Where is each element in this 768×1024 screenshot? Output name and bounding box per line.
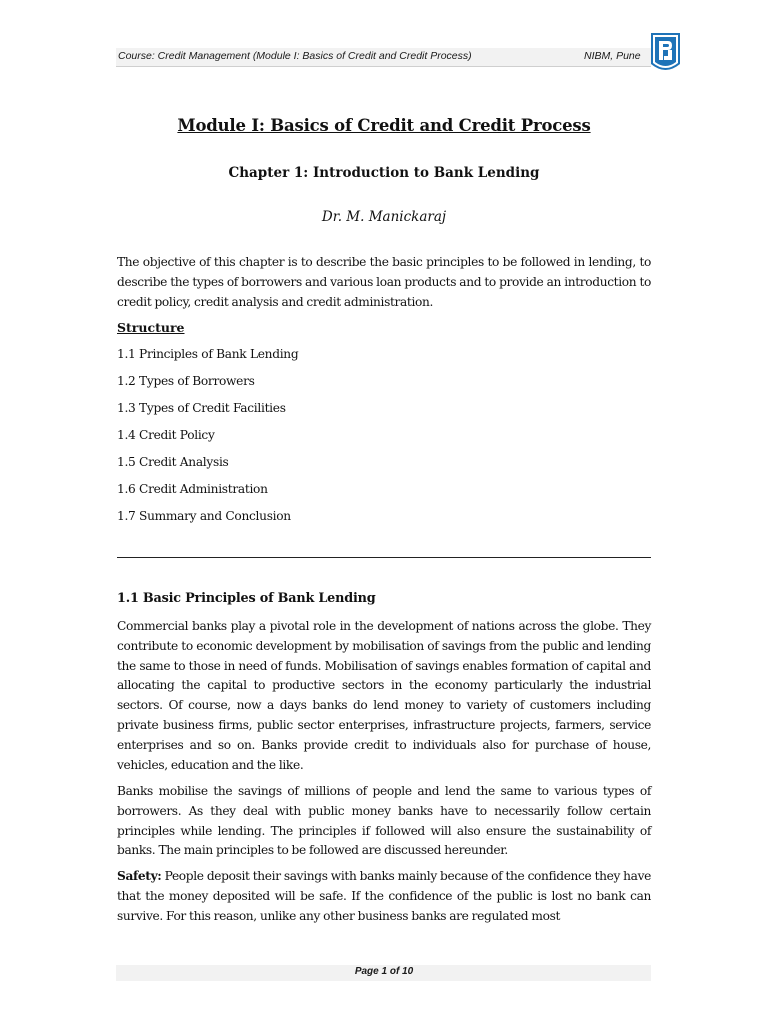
chapter-title: Chapter 1: Introduction to Bank Lending <box>228 165 540 181</box>
page-number: Page 1 of 10 <box>354 966 414 977</box>
structure-item: 1.6 Credit Administration <box>117 482 268 496</box>
body-paragraph: Commercial banks play a pivotal role in the development of nations across the globe. They contribute to economic development by mobilisation of savings from the public and lending the same to those in need of funds. Mobilisation of savings enables formation of capital and allocating the capital to productive sectors in the economy particularly the industrial sectors. Of course, now a days banks do lend money to variety of customers including private business firms, public sector enterprises, infrastructure projects, farmers, service enterprises and so on. Banks provide credit to individuals also for purchase of house, vehicles, education and the like. <box>117 619 651 772</box>
structure-item: 1.3 Types of Credit Facilities <box>117 401 286 415</box>
document-title: Module I: Basics of Credit and Credit Process <box>177 116 591 135</box>
section-heading: 1.1 Basic Principles of Bank Lending <box>117 591 376 606</box>
safety-paragraph <box>117 867 651 926</box>
safety-label: Safety: <box>117 869 162 883</box>
structure-item: 1.1 Principles of Bank Lending <box>117 347 299 361</box>
structure-item: 1.7 Summary and Conclusion <box>117 509 291 523</box>
header-organization: NIBM, Pune <box>584 50 641 62</box>
nibm-logo-icon <box>650 32 681 75</box>
structure-item: 1.2 Types of Borrowers <box>117 374 255 388</box>
structure-item: 1.4 Credit Policy <box>117 428 215 442</box>
structure-heading: Structure <box>117 320 185 335</box>
objective-paragraph: The objective of this chapter is to describe the basic principles to be followed in lending, to describe the types of borrowers and various loan products and to provide an introduction to credit policy, credit analysis and credit administration. <box>117 255 651 309</box>
structure-item: 1.5 Credit Analysis <box>117 455 229 469</box>
header-course-title: Course: Credit Management (Module I: Basics of Credit and Credit Process) <box>118 50 472 62</box>
safety-text: People deposit their savings with banks mainly because of the confidence they have that the money deposited will be safe. If the confidence of the public is lost no bank can survive. For this reason, unlike any other business banks are regulated most <box>117 869 651 923</box>
author-name: Dr. M. Manickaraj <box>321 209 447 225</box>
body-paragraph: Banks mobilise the savings of millions of people and lend the same to various types of borrowers. As they deal with public money banks have to necessarily follow certain principles while lending. The principles if followed will also ensure the sustainability of banks. The main principles to be followed are discussed hereunder. <box>117 784 651 858</box>
section-divider <box>117 557 651 558</box>
